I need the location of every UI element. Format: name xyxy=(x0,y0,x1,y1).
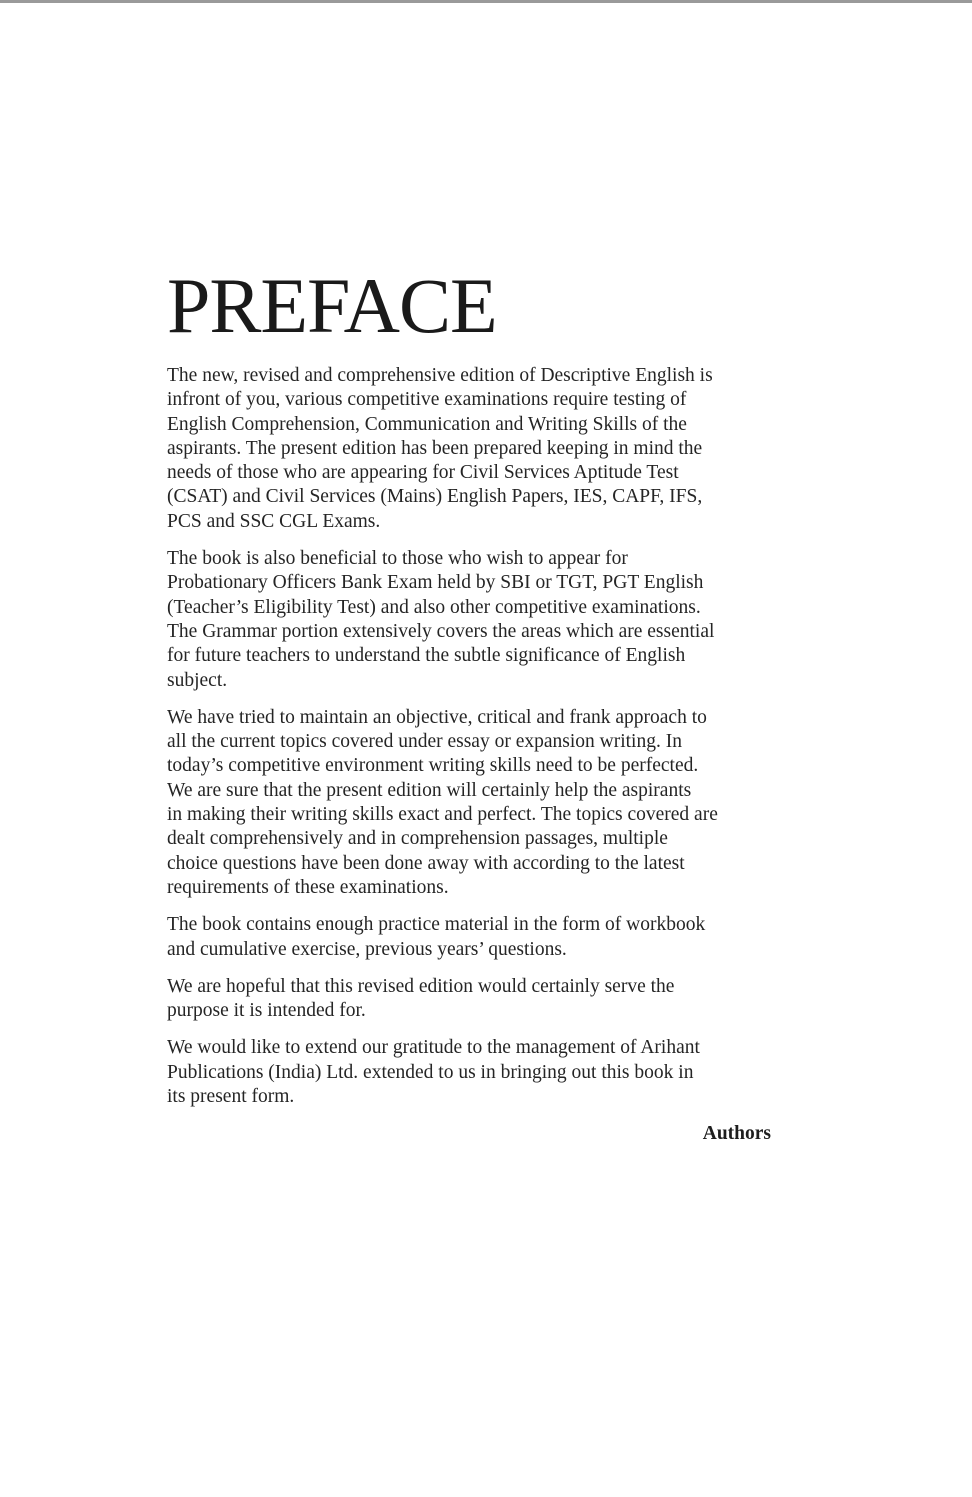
paragraph-line: (Teacher’s Eligibility Test) and also other competitive examinations. xyxy=(167,596,701,618)
paragraph-line: (CSAT) and Civil Services (Mains) English Papers, IES, CAPF, IFS, xyxy=(167,486,703,508)
page-title: PREFACE xyxy=(167,262,497,349)
paragraph-2 xyxy=(167,547,771,693)
paragraph-line: for future teachers to understand the subtle significance of English xyxy=(167,645,686,667)
page-top-border xyxy=(0,0,972,3)
paragraph-4 xyxy=(167,913,771,962)
paragraph-line: dealt comprehensively and in comprehension passages, multiple xyxy=(167,828,668,850)
paragraph-line: The Grammar portion extensively covers the areas which are essential xyxy=(167,620,715,642)
paragraph-3 xyxy=(167,706,771,900)
paragraph-line: Probationary Officers Bank Exam held by SBI or TGT, PGT English xyxy=(167,572,704,594)
preface-body xyxy=(167,364,771,1109)
paragraph-line: requirements of these examinations. xyxy=(167,876,449,898)
paragraph-line: purpose it is intended for. xyxy=(167,1000,366,1022)
paragraph-line: We are hopeful that this revised edition would certainly serve the xyxy=(167,975,675,997)
paragraph-line: choice questions have been done away with according to the latest xyxy=(167,852,685,874)
signature-authors: Authors xyxy=(702,1123,771,1145)
paragraph-line: We would like to extend our gratitude to the management of Arihant xyxy=(167,1037,700,1059)
paragraph-line: all the current topics covered under essay or expansion writing. In xyxy=(167,731,682,753)
paragraph-line: English Comprehension, Communication and Writing Skills of the xyxy=(167,413,687,435)
paragraph-line: aspirants. The present edition has been prepared keeping in mind the xyxy=(167,437,703,459)
paragraph-line: The book is also beneficial to those who wish to appear for xyxy=(167,548,628,570)
paragraph-line: and cumulative exercise, previous years’ questions. xyxy=(167,938,567,960)
paragraph-5 xyxy=(167,975,771,1024)
paragraph-line: Publications (India) Ltd. extended to us in bringing out this book in xyxy=(167,1061,694,1083)
preface-page xyxy=(167,262,771,1146)
paragraph-1 xyxy=(167,364,771,534)
paragraph-6 xyxy=(167,1036,771,1109)
paragraph-line: infront of you, various competitive examinations require testing of xyxy=(167,389,687,411)
paragraph-line: The book contains enough practice material in the form of workbook xyxy=(167,914,706,936)
paragraph-line: its present form. xyxy=(167,1086,295,1108)
paragraph-line: needs of those who are appearing for Civil Services Aptitude Test xyxy=(167,462,679,484)
paragraph-line: We have tried to maintain an objective, critical and frank approach to xyxy=(167,706,707,728)
paragraph-line: subject. xyxy=(167,669,228,691)
paragraph-line: today’s competitive environment writing skills need to be perfected. xyxy=(167,755,699,777)
paragraph-line: in making their writing skills exact and perfect. The topics covered are xyxy=(167,804,718,826)
paragraph-line: PCS and SSC CGL Exams. xyxy=(167,510,381,532)
paragraph-line: The new, revised and comprehensive edition of Descriptive English is xyxy=(167,365,713,386)
paragraph-line: We are sure that the present edition will certainly help the aspirants xyxy=(167,779,692,801)
